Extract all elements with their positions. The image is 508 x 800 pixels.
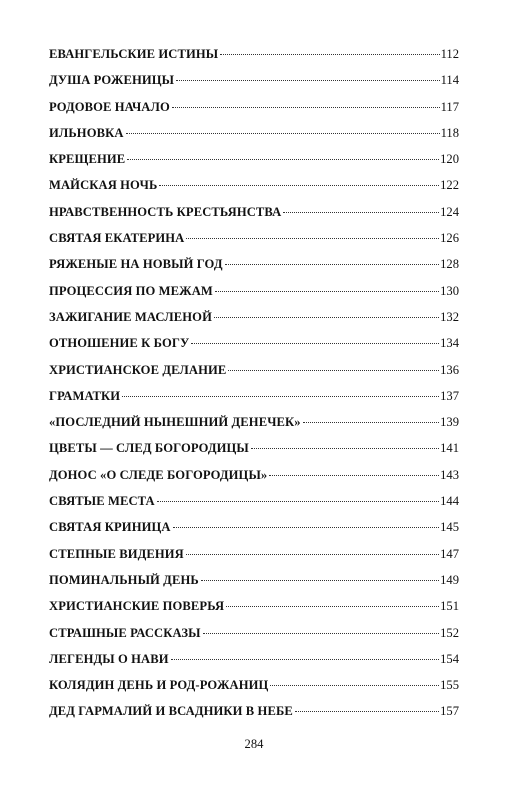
toc-entry [49, 547, 459, 573]
dot-leader [186, 554, 439, 555]
toc-entry-title: СВЯТАЯ ЕКАТЕРИНА [49, 231, 185, 246]
toc-entry-page: 147 [440, 546, 459, 561]
toc-entry-title: СТЕПНЫЕ ВИДЕНИЯ [49, 546, 184, 561]
toc-entry [49, 257, 459, 283]
toc-entry-page: 157 [440, 704, 459, 719]
toc-entry-page: 143 [440, 467, 459, 482]
toc-entry [49, 468, 459, 494]
dot-leader [270, 685, 439, 686]
toc-entry [49, 573, 459, 599]
toc-entry-page: 130 [440, 283, 459, 298]
toc-entry-page: 128 [440, 257, 459, 272]
toc-entry-title: СВЯТАЯ КРИНИЦА [49, 520, 171, 535]
toc-entry [49, 415, 459, 441]
toc-entry [49, 363, 459, 389]
dot-leader [220, 54, 439, 55]
table-of-contents [49, 47, 459, 731]
toc-entry-page: 144 [440, 494, 459, 509]
toc-entry [49, 626, 459, 652]
dot-leader [251, 448, 439, 449]
toc-entry-title: РЯЖЕНЫЕ НА НОВЫЙ ГОД [49, 257, 223, 272]
page-number: 284 [244, 737, 264, 751]
dot-leader [283, 212, 439, 213]
toc-entry [49, 310, 459, 336]
toc-entry-title: ОТНОШЕНИЕ К БОГУ [49, 336, 190, 351]
toc-entry-page: 137 [440, 388, 459, 403]
dot-leader [226, 606, 439, 607]
toc-entry-page: 139 [440, 415, 459, 430]
dot-leader [186, 238, 439, 239]
dot-leader [303, 422, 439, 423]
toc-entry-title: ДУША РОЖЕНИЦЫ [49, 73, 175, 88]
toc-entry-title: ЗАЖИГАНИЕ МАСЛЕНОЙ [49, 309, 212, 324]
toc-entry-page: 132 [440, 309, 459, 324]
toc-entry-page: 141 [440, 441, 459, 456]
toc-entry [49, 441, 459, 467]
toc-entry-title: НРАВСТВЕННОСТЬ КРЕСТЬЯНСТВА [49, 204, 282, 219]
dot-leader [191, 343, 439, 344]
toc-entry [49, 231, 459, 257]
dot-leader [214, 317, 439, 318]
toc-entry [49, 678, 459, 704]
dot-leader [201, 580, 439, 581]
toc-entry [49, 284, 459, 310]
toc-entry [49, 520, 459, 546]
dot-leader [126, 133, 440, 134]
dot-leader [215, 291, 439, 292]
toc-entry-title: ГРАМАТКИ [49, 388, 121, 403]
toc-entry [49, 126, 459, 152]
toc-entry-page: 117 [440, 99, 459, 114]
toc-entry-page: 152 [440, 625, 459, 640]
dot-leader [295, 711, 439, 712]
toc-entry-page: 114 [440, 73, 459, 88]
dot-leader [225, 264, 440, 265]
toc-entry [49, 205, 459, 231]
dot-leader [172, 107, 440, 108]
toc-entry [49, 152, 459, 178]
toc-entry [49, 336, 459, 362]
toc-entry-title: СТРАШНЫЕ РАССКАЗЫ [49, 625, 201, 640]
toc-entry-page: 154 [440, 651, 459, 666]
toc-entry-title: «ПОСЛЕДНИЙ НЫНЕШНИЙ ДЕНЕЧЕК» [49, 415, 301, 430]
dot-leader [127, 159, 439, 160]
toc-entry-page: 112 [440, 47, 459, 61]
toc-entry-page: 124 [440, 204, 459, 219]
toc-entry-page: 145 [440, 520, 459, 535]
dot-leader [122, 396, 439, 397]
toc-entry [49, 704, 459, 730]
toc-entry-title: РОДОВОЕ НАЧАЛО [49, 99, 170, 114]
toc-entry-page: 120 [440, 152, 459, 167]
toc-entry-page: 126 [440, 231, 459, 246]
dot-leader [173, 527, 440, 528]
dot-leader [159, 185, 439, 186]
toc-entry-title: СВЯТЫЕ МЕСТА [49, 494, 155, 509]
toc-entry [49, 652, 459, 678]
toc-entry-page: 118 [440, 125, 459, 140]
toc-entry-page: 122 [440, 178, 459, 193]
toc-entry [49, 73, 459, 99]
dot-leader [269, 475, 439, 476]
toc-entry [49, 178, 459, 204]
toc-entry-title: ЛЕГЕНДЫ О НАВИ [49, 651, 169, 666]
toc-entry-title: ПРОЦЕССИЯ ПО МЕЖАМ [49, 283, 213, 298]
dot-leader [171, 659, 440, 660]
toc-entry-title: МАЙСКАЯ НОЧЬ [49, 178, 158, 193]
toc-entry [49, 389, 459, 415]
toc-entry [49, 47, 459, 73]
toc-entry-page: 136 [440, 362, 459, 377]
toc-entry-page: 134 [440, 336, 459, 351]
dot-leader [157, 501, 439, 502]
dot-leader [203, 633, 440, 634]
toc-entry-title: ЦВЕТЫ — СЛЕД БОГОРОДИЦЫ [49, 441, 249, 456]
toc-entry-page: 149 [440, 572, 459, 587]
toc-entry-title: ХРИСТИАНСКИЕ ПОВЕРЬЯ [49, 599, 225, 614]
toc-entry-page: 151 [440, 599, 459, 614]
toc-entry-title: ЕВАНГЕЛЬСКИЕ ИСТИНЫ [49, 47, 219, 61]
dot-leader [228, 370, 439, 371]
toc-entry-page: 155 [440, 678, 459, 693]
toc-entry-title: КРЕЩЕНИЕ [49, 152, 126, 167]
toc-entry-title: ИЛЬНОВКА [49, 125, 124, 140]
toc-entry-title: ДЕД ГАРМАЛИЙ И ВСАДНИКИ В НЕБЕ [49, 704, 293, 719]
toc-entry [49, 100, 459, 126]
toc-entry-title: ПОМИНАЛЬНЫЙ ДЕНЬ [49, 572, 199, 587]
toc-entry [49, 599, 459, 625]
toc-entry [49, 494, 459, 520]
toc-entry-title: КОЛЯДИН ДЕНЬ И РОД-РОЖАНИЦ [49, 678, 269, 693]
toc-entry-title: ХРИСТИАНСКОЕ ДЕЛАНИЕ [49, 362, 227, 377]
toc-entry-title: ДОНОС «О СЛЕДЕ БОГОРОДИЦЫ» [49, 467, 268, 482]
dot-leader [176, 80, 439, 81]
